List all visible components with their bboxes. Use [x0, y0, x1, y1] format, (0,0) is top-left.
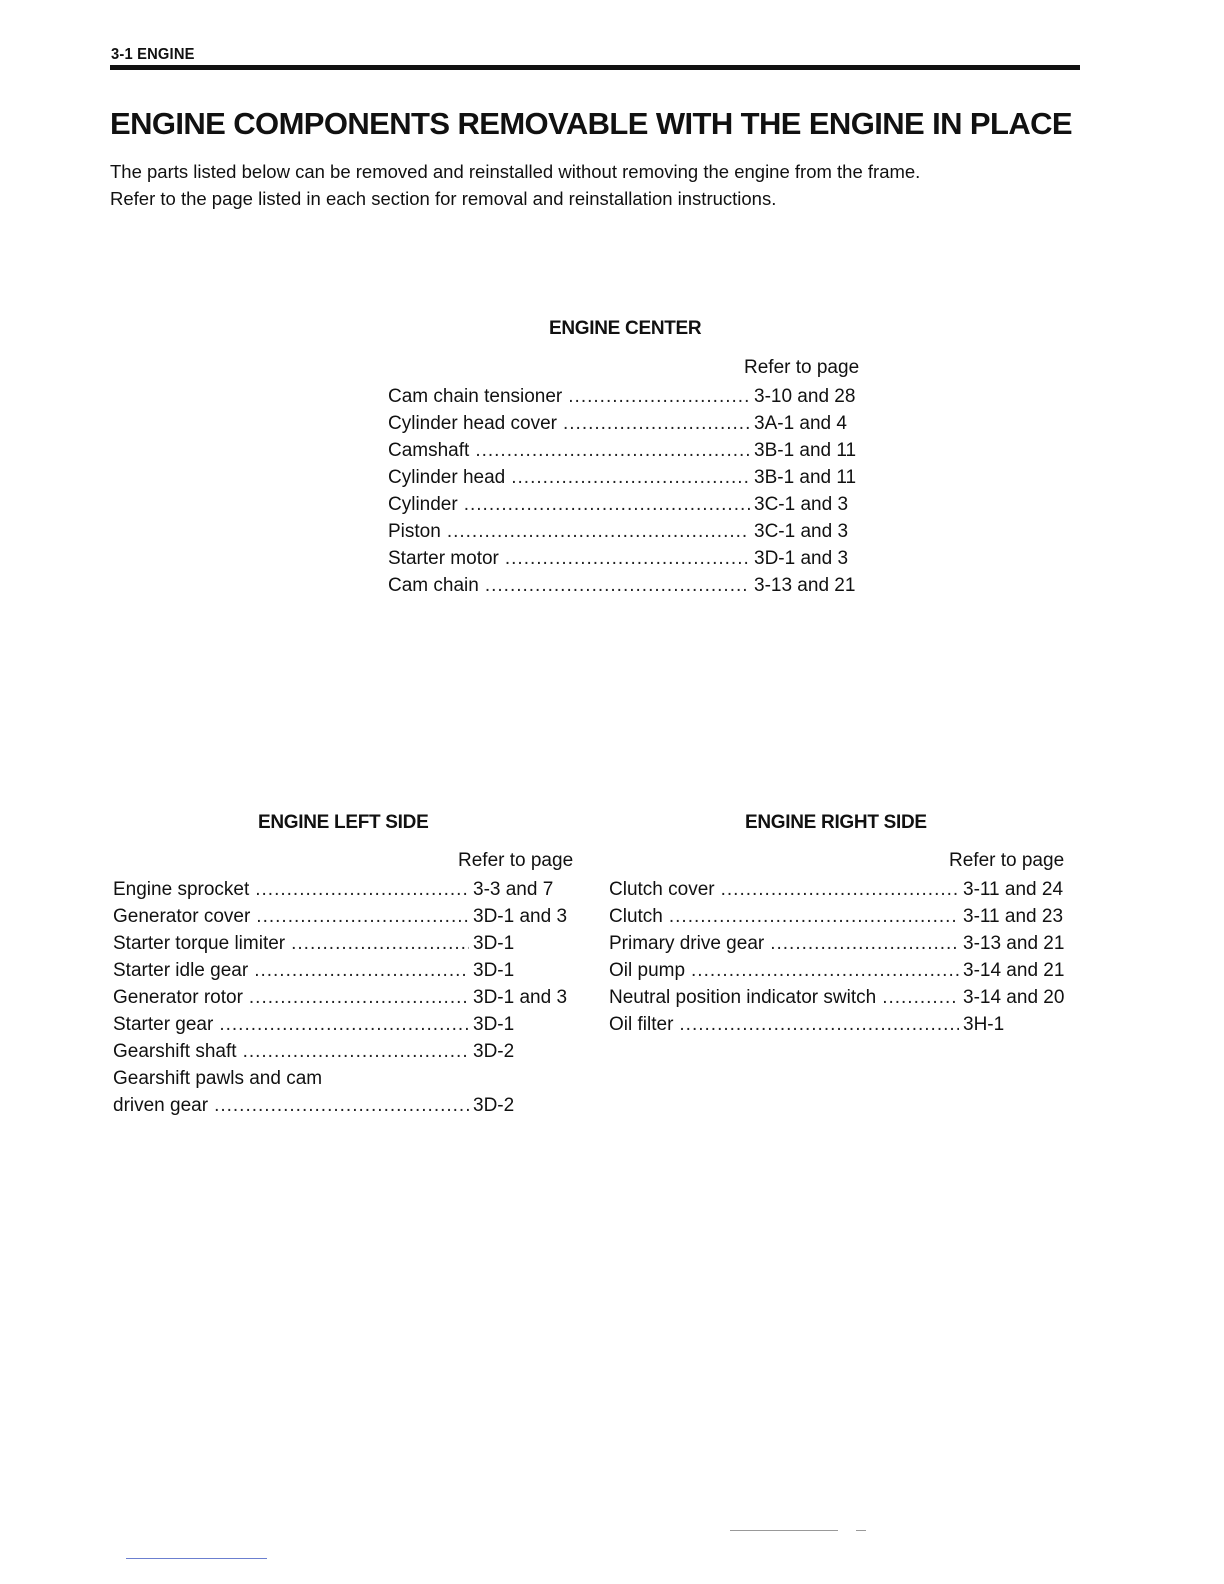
page-ref: 3-14 and 20	[963, 987, 1065, 1008]
part-name: Gearshift shaft	[113, 1041, 237, 1062]
engine-right-list	[609, 876, 1079, 1038]
page-ref: 3D-1	[473, 1014, 515, 1035]
part-name: Camshaft	[388, 440, 470, 461]
part-name: Cam chain	[388, 575, 479, 596]
part-name: Cylinder head cover	[388, 413, 557, 434]
list-item	[113, 876, 583, 903]
page-ref: 3-14 and 21	[963, 960, 1065, 981]
part-name: Generator cover	[113, 906, 251, 927]
list-item	[388, 491, 870, 518]
list-item	[113, 1065, 583, 1092]
page-ref: 3D-1	[473, 933, 515, 954]
part-name: Clutch	[609, 906, 663, 927]
list-item	[113, 984, 583, 1011]
header-rule	[110, 65, 1080, 70]
page-ref: 3D-2	[473, 1041, 515, 1062]
list-item	[609, 984, 1079, 1011]
engine-center-list	[388, 383, 870, 599]
part-name: Starter motor	[388, 548, 499, 569]
list-item	[609, 957, 1079, 984]
part-name: Starter torque limiter	[113, 933, 286, 954]
part-name-line-1: Gearshift pawls and cam	[113, 1068, 323, 1089]
list-item	[388, 383, 870, 410]
part-name: Primary drive gear	[609, 933, 765, 954]
list-item	[388, 437, 870, 464]
page-ref: 3-13 and 21	[963, 933, 1065, 954]
part-name: Clutch cover	[609, 879, 715, 900]
page-ref: 3-10 and 28	[754, 386, 856, 407]
intro-line-1: The parts listed below can be removed and reinstalled without removing the engine from the frame.	[110, 161, 921, 182]
list-item	[609, 930, 1079, 957]
page-ref: 3-11 and 24	[963, 879, 1064, 900]
part-name: Cam chain tensioner	[388, 386, 563, 407]
part-name: Oil pump	[609, 960, 686, 981]
page-ref: 3D-2	[473, 1095, 515, 1116]
page-ref: 3C-1 and 3	[754, 521, 849, 542]
part-name: Oil filter	[609, 1014, 674, 1035]
list-item	[113, 1011, 583, 1038]
engine-right-heading: ENGINE RIGHT SIDE	[745, 812, 927, 833]
page-ref: 3D-1 and 3	[754, 548, 849, 569]
section-header: 3-1 ENGINE	[111, 46, 195, 63]
page-ref: 3B-1 and 11	[754, 467, 857, 488]
part-name: Neutral position indicator switch	[609, 987, 877, 1008]
page-ref: 3D-1	[473, 960, 515, 981]
list-item	[609, 903, 1079, 930]
part-name: Piston	[388, 521, 441, 542]
list-item	[388, 545, 870, 572]
scan-mark	[730, 1530, 838, 1531]
engine-left-heading: ENGINE LEFT SIDE	[258, 812, 429, 833]
list-item	[609, 1011, 1079, 1038]
intro-line-2: Refer to the page listed in each section for removal and reinstallation instructions.	[110, 188, 777, 209]
list-item	[113, 1092, 583, 1119]
part-name: Starter idle gear	[113, 960, 249, 981]
page-ref: 3D-1 and 3	[473, 987, 568, 1008]
list-item	[388, 410, 870, 437]
list-item	[388, 518, 870, 545]
page-ref: 3B-1 and 11	[754, 440, 857, 461]
bottom-rule	[126, 1558, 267, 1559]
list-item	[388, 572, 870, 599]
page-ref: 3D-1 and 3	[473, 906, 568, 927]
part-name: Generator rotor	[113, 987, 243, 1008]
part-name: Cylinder	[388, 494, 458, 515]
list-item	[113, 957, 583, 984]
intro-text	[110, 158, 1100, 212]
page-ref: 3-11 and 23	[963, 906, 1064, 927]
page-ref: 3C-1 and 3	[754, 494, 849, 515]
page-title: ENGINE COMPONENTS REMOVABLE WITH THE ENGINE IN PLACE	[110, 106, 1072, 141]
engine-left-list	[113, 876, 583, 1119]
page-ref: 3A-1 and 4	[754, 413, 847, 434]
list-item	[113, 1038, 583, 1065]
part-name: Starter gear	[113, 1014, 214, 1035]
engine-center-refer-label: Refer to page	[744, 357, 860, 378]
page-ref: 3-3 and 7	[473, 879, 554, 900]
page-ref: 3-13 and 21	[754, 575, 856, 596]
list-item	[388, 464, 870, 491]
page-ref: 3H-1	[963, 1014, 1005, 1035]
part-name-line-2: driven gear	[113, 1095, 209, 1116]
list-item	[113, 930, 583, 957]
part-name: Engine sprocket	[113, 879, 250, 900]
engine-right-refer-label: Refer to page	[949, 850, 1065, 871]
scan-mark	[856, 1530, 866, 1531]
part-name: Cylinder head	[388, 467, 506, 488]
list-item	[609, 876, 1079, 903]
engine-left-refer-label: Refer to page	[458, 850, 574, 871]
list-item	[113, 903, 583, 930]
engine-center-heading: ENGINE CENTER	[549, 318, 702, 339]
